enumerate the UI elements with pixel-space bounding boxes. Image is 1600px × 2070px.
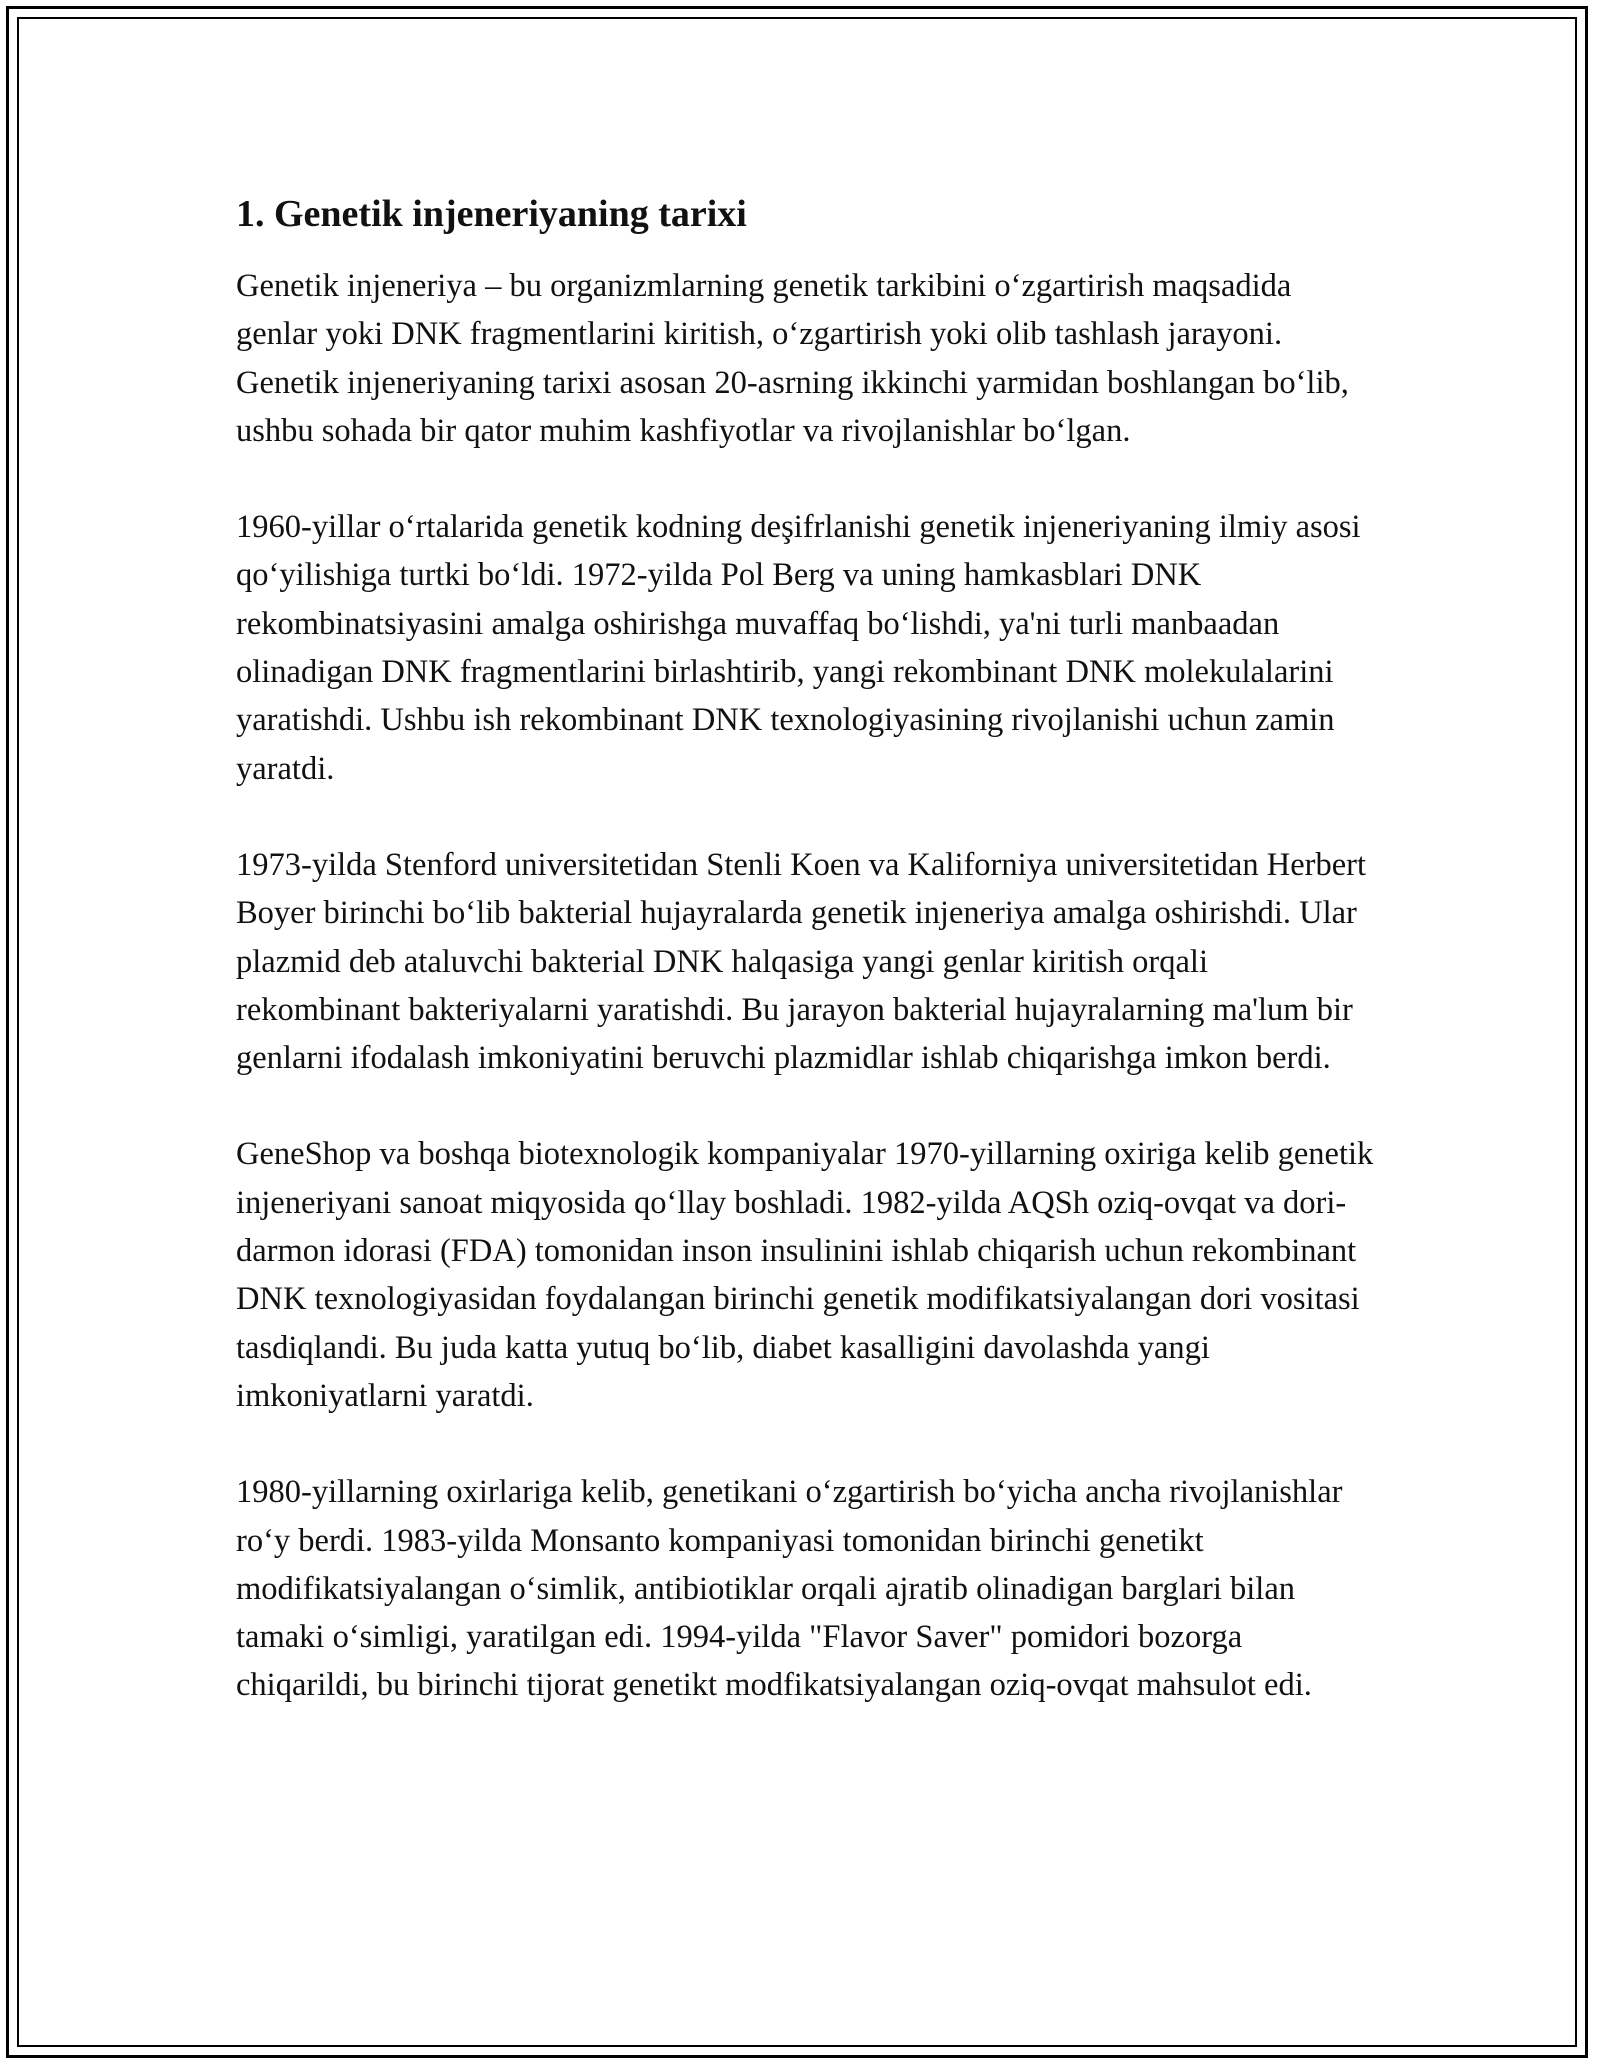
paragraph-1: Genetik injeneriya – bu organizmlarning genetik tarkibini o‘zgartirish maqsadida genlar yoki DNK fragmentlarini kiritish, o‘zgartirish yoki olib tashlash jarayoni. Genetik injeneriyaning tarixi asosan 20-asrning ikkinchi yarmidan boshlangan bo‘lib, ushbu sohada bir qator muhim kashfiyotlar va rivojlanishlar bo‘lgan. [236, 268, 1349, 449]
document-body [236, 188, 1376, 1758]
paragraph-4: GeneShop va boshqa biotexnologik kompaniyalar 1970-yillarning oxiriga kelib genetik injeneriyani sanoat miqyosida qo‘llay boshladi. 1982-yilda AQSh oziq-ovqat va dori-darmon idorasi (FDA) tomonidan inson insulinini ishlab chiqarish uchun rekombinant DNK texnologiyasidan foydalangan birinchi genetik modifikatsiyalangan dori vositasi tasdiqlandi. Bu juda katta yutuq bo‘lib, diabet kasalligini davolashda yangi imkoniyatlarni yaratdi. [236, 1136, 1374, 1414]
paragraph-2: 1960-yillar o‘rtalarida genetik kodning deşifrlanishi genetik injeneriyaning ilmiy asosi qo‘yilishiga turtki bo‘ldi. 1972-yilda Pol Berg va uning hamkasblari DNK rekombinatsiyasini amalga oshirishga muvaffaq bo‘lishdi, ya'ni turli manbaadan olinadigan DNK fragmentlarini birlashtirib, yangi rekombinant DNK molekulalarini yaratishdi. Ushbu ish rekombinant DNK texnologiyasining rivojlanishi uchun zamin yaratdi. [236, 509, 1361, 787]
document-title: 1. Genetik injeneriyaning tarixi [236, 193, 747, 235]
paragraph-3: 1973-yilda Stenford universitetidan Stenli Koen va Kaliforniya universitetidan Herbert Boyer birinchi bo‘lib bakterial hujayralarda genetik injeneriya amalga oshirishdi. Ular plazmid deb ataluvchi bakterial DNK halqasiga yangi genlar kiritish orqali rekombinant bakteriyalarni yaratishdi. Bu jarayon bakterial hujayralarning ma'lum bir genlarni ifodalash imkoniyatini beruvchi plazmidlar ishlab chiqarishga imkon berdi. [236, 846, 1366, 1077]
paragraph-5: 1980-yillarning oxirlariga kelib, genetikani o‘zgartirish bo‘yicha ancha rivojlanishlar ro‘y berdi. 1983-yilda Monsanto kompaniyasi tomonidan birinchi genetikt modifikatsiyalangan o‘simlik, antibiotiklar orqali ajratib olinadigan barglari bilan tamaki o‘simligi, yaratilgan edi. 1994-yilda "Flavor Saver" pomidori bozorga chiqarildi, bu birinchi tijorat genetikt modfikatsiyalangan oziq-ovqat mahsulot edi. [236, 1474, 1343, 1704]
